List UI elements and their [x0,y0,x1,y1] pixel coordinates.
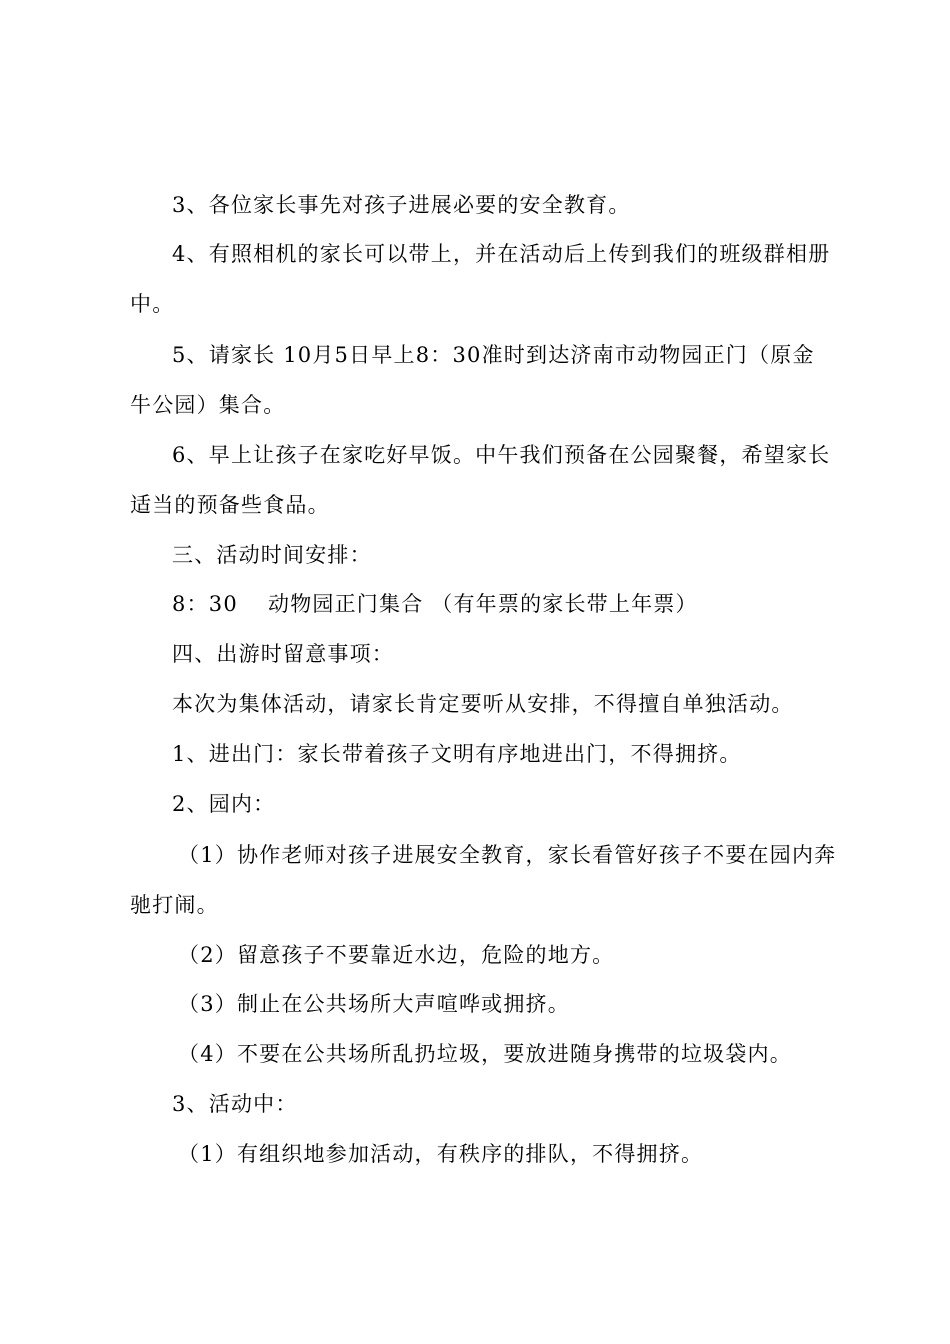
schedule-item: 动物园正门集合 （有年票的家长带上年票） [268,592,698,616]
paragraph-line: 5、请家长 10月5日早上8：30准时到达济南市动物园正门（原金 [172,343,815,367]
paragraph-line: 2、园内： [172,792,276,816]
paragraph-line: 3、活动中： [172,1092,298,1116]
paragraph-line: （3）制止在公共场所大声喧哗或拥挤。 [178,992,570,1016]
section-heading: 三、活动时间安排： [172,543,372,567]
schedule-time: 8：30 [172,592,238,616]
paragraph-line: 中。 [130,292,175,316]
paragraph-line: 本次为集体活动，请家长肯定要听从安排，不得擅自单独活动。 [172,692,794,716]
paragraph-line: 驰打闹。 [130,893,219,917]
paragraph-line: （1）有组织地参加活动，有秩序的排队，不得拥挤。 [178,1142,704,1166]
schedule-row [172,589,882,619]
paragraph-line: 4、有照相机的家长可以带上，并在活动后上传到我们的班级群相册 [172,242,831,266]
section-heading: 四、出游时留意事项： [172,642,394,666]
paragraph-line: （2）留意孩子不要靠近水边，危险的地方。 [178,943,615,967]
paragraph-line: 6、早上让孩子在家吃好早饭。中午我们预备在公园聚餐，希望家长 [172,443,831,467]
paragraph-line: 3、各位家长事先对孩子进展必要的安全教育。 [172,193,631,217]
paragraph-line: （1）协作老师对孩子进展安全教育，家长看管好孩子不要在园内奔 [178,843,837,867]
paragraph-line: 适当的预备些食品。 [130,493,330,517]
paragraph-line: 牛公园）集合。 [130,393,286,417]
paragraph-line: （4）不要在公共场所乱扔垃圾，要放进随身携带的垃圾袋内。 [178,1042,792,1066]
paragraph-line: 1、进出门：家长带着孩子文明有序地进出门，不得拥挤。 [172,742,742,766]
